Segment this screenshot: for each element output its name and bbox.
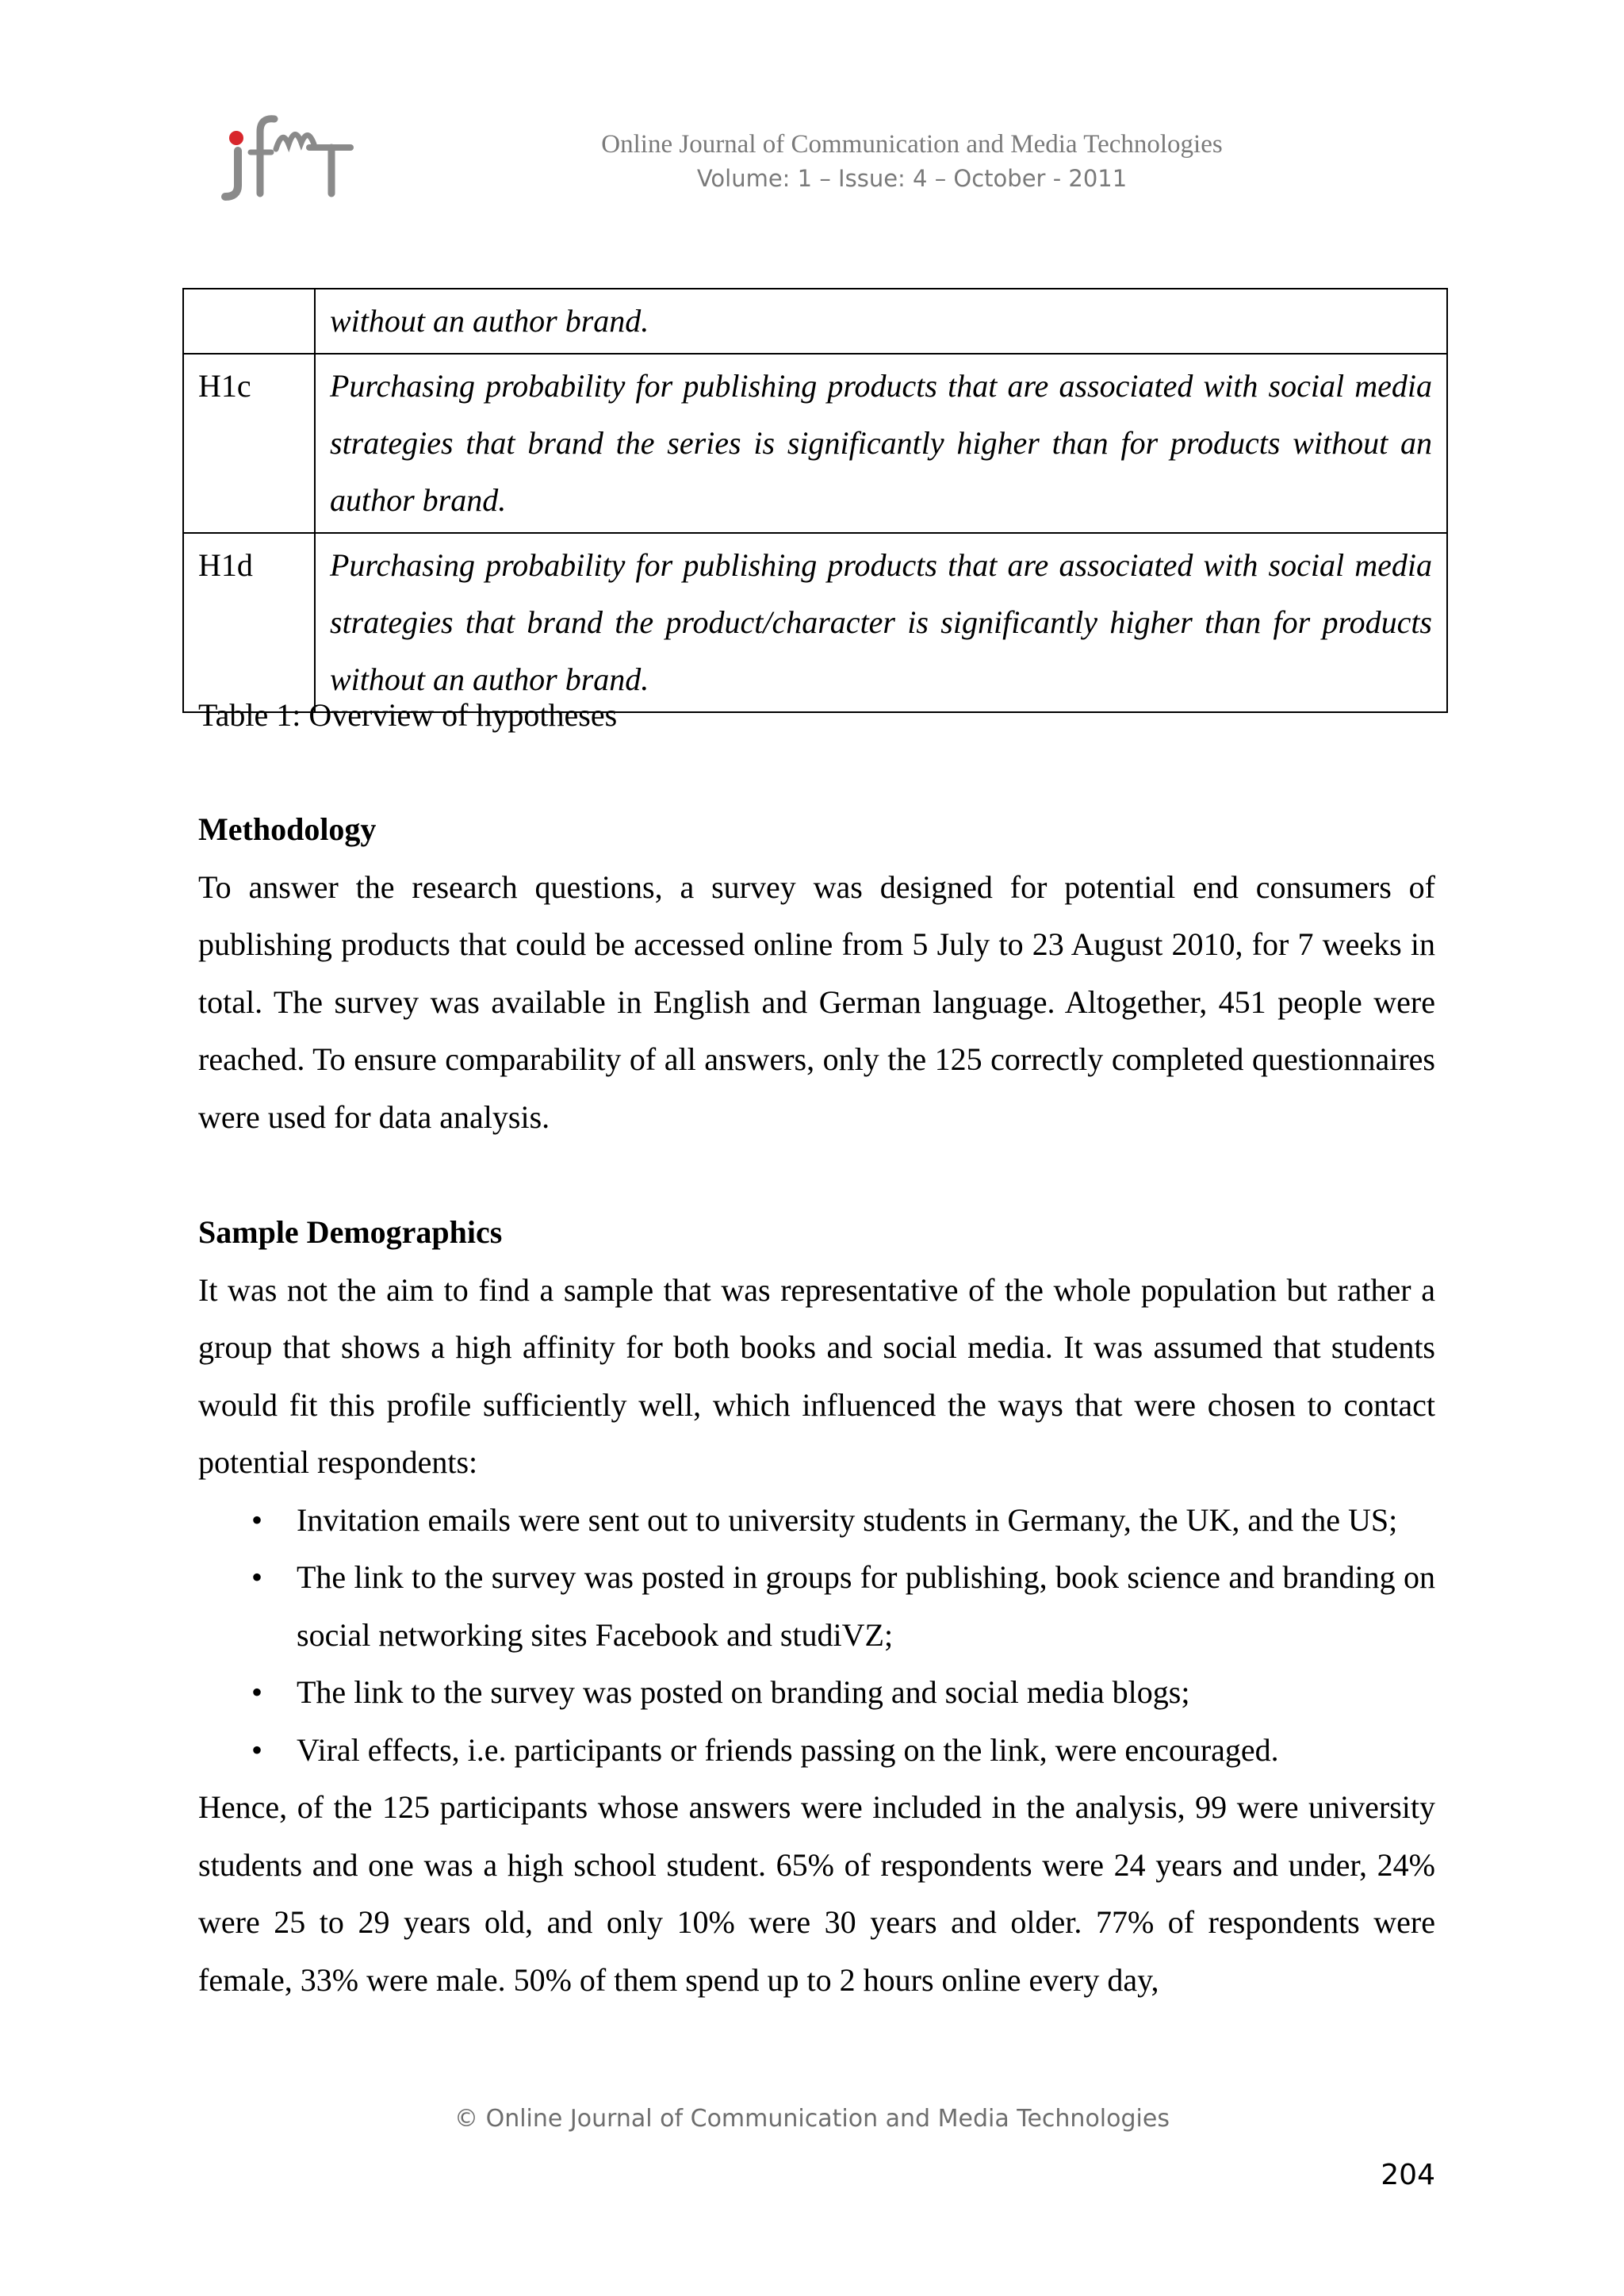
page-number: 204 bbox=[1381, 2159, 1435, 2191]
list-item-text: Viral effects, i.e. participants or friends passing on the link, were encouraged. bbox=[297, 1731, 1279, 1768]
volume-issue-line: Volume: 1 – Issue: 4 – October - 2011 bbox=[696, 165, 1128, 192]
journal-title: Online Journal of Communication and Media Technologies bbox=[601, 130, 1223, 159]
hypothesis-text: without an author brand. bbox=[315, 289, 1447, 354]
list-item-text: Invitation emails were sent out to university students in Germany, the UK, and the US; bbox=[297, 1501, 1398, 1538]
table-row bbox=[183, 289, 1447, 354]
table-caption: Table 1: Overview of hypotheses bbox=[198, 697, 618, 733]
list-item bbox=[198, 1722, 1435, 1780]
methodology-section bbox=[198, 801, 1435, 1146]
section-heading: Sample Demographics bbox=[198, 1214, 503, 1250]
body-paragraph: Hence, of the 125 participants whose answers were included in the analysis, 99 were university students and one was a high school student. 65% of respondents were 24 years and under, 24% were 25 to 29 years old, and only 10% were 30 years and older. 77% of respondents were female, 33% were male. 50% of them spend up to 2 hours online every day, bbox=[198, 1789, 1435, 1998]
hypothesis-text: Purchasing probability for publishing products that are associated with social media strategies that brand the series is significantly higher than for products without an author brand. bbox=[315, 354, 1447, 533]
logo-mark bbox=[211, 100, 354, 203]
list-item-text: The link to the survey was posted on branding and social media blogs; bbox=[297, 1674, 1190, 1710]
hypothesis-id: H1d bbox=[183, 533, 315, 712]
journal-logo bbox=[211, 100, 354, 203]
list-item bbox=[198, 1664, 1435, 1722]
bullet-icon: • bbox=[251, 1559, 262, 1595]
body-paragraph: To answer the research questions, a survey was designed for potential end consumers of publishing products that could be accessed online from 5 July to 23 August 2010, for 7 weeks in total. The survey was available in English and German language. Altogether, 451 people were reached. To ensure comparability of all answers, only the 125 correctly completed questionnaires were used for data analysis. bbox=[198, 868, 1435, 1135]
section-heading: Methodology bbox=[198, 811, 377, 847]
demographics-section bbox=[198, 1204, 1435, 2009]
table-row bbox=[183, 533, 1447, 712]
list-item-text: The link to the survey was posted in groups for publishing, book science and branding on social networking sites Facebook and studiVZ; bbox=[297, 1559, 1435, 1653]
bullet-icon: • bbox=[251, 1731, 262, 1768]
hypothesis-id bbox=[183, 289, 315, 354]
bullet-icon: • bbox=[251, 1674, 262, 1710]
hypotheses-table bbox=[182, 288, 1448, 713]
list-item bbox=[198, 1492, 1435, 1550]
body-paragraph: It was not the aim to find a sample that was representative of the whole population but rather a group that shows a high affinity for both books and social media. It was assumed that students would fit this profile sufficiently well, which influenced the ways that were chosen to contact potential respondents: bbox=[198, 1271, 1435, 1480]
bullet-list bbox=[198, 1492, 1435, 1780]
copyright-footer: © Online Journal of Communication and Media Technologies bbox=[454, 2105, 1170, 2133]
list-item bbox=[198, 1549, 1435, 1664]
bullet-icon: • bbox=[251, 1501, 262, 1538]
running-header bbox=[444, 127, 1380, 195]
hypothesis-text: Purchasing probability for publishing products that are associated with social media strategies that brand the product/character is significantly higher than for products without an author brand. bbox=[315, 533, 1447, 712]
table-row bbox=[183, 354, 1447, 533]
hypothesis-id: H1c bbox=[183, 354, 315, 533]
